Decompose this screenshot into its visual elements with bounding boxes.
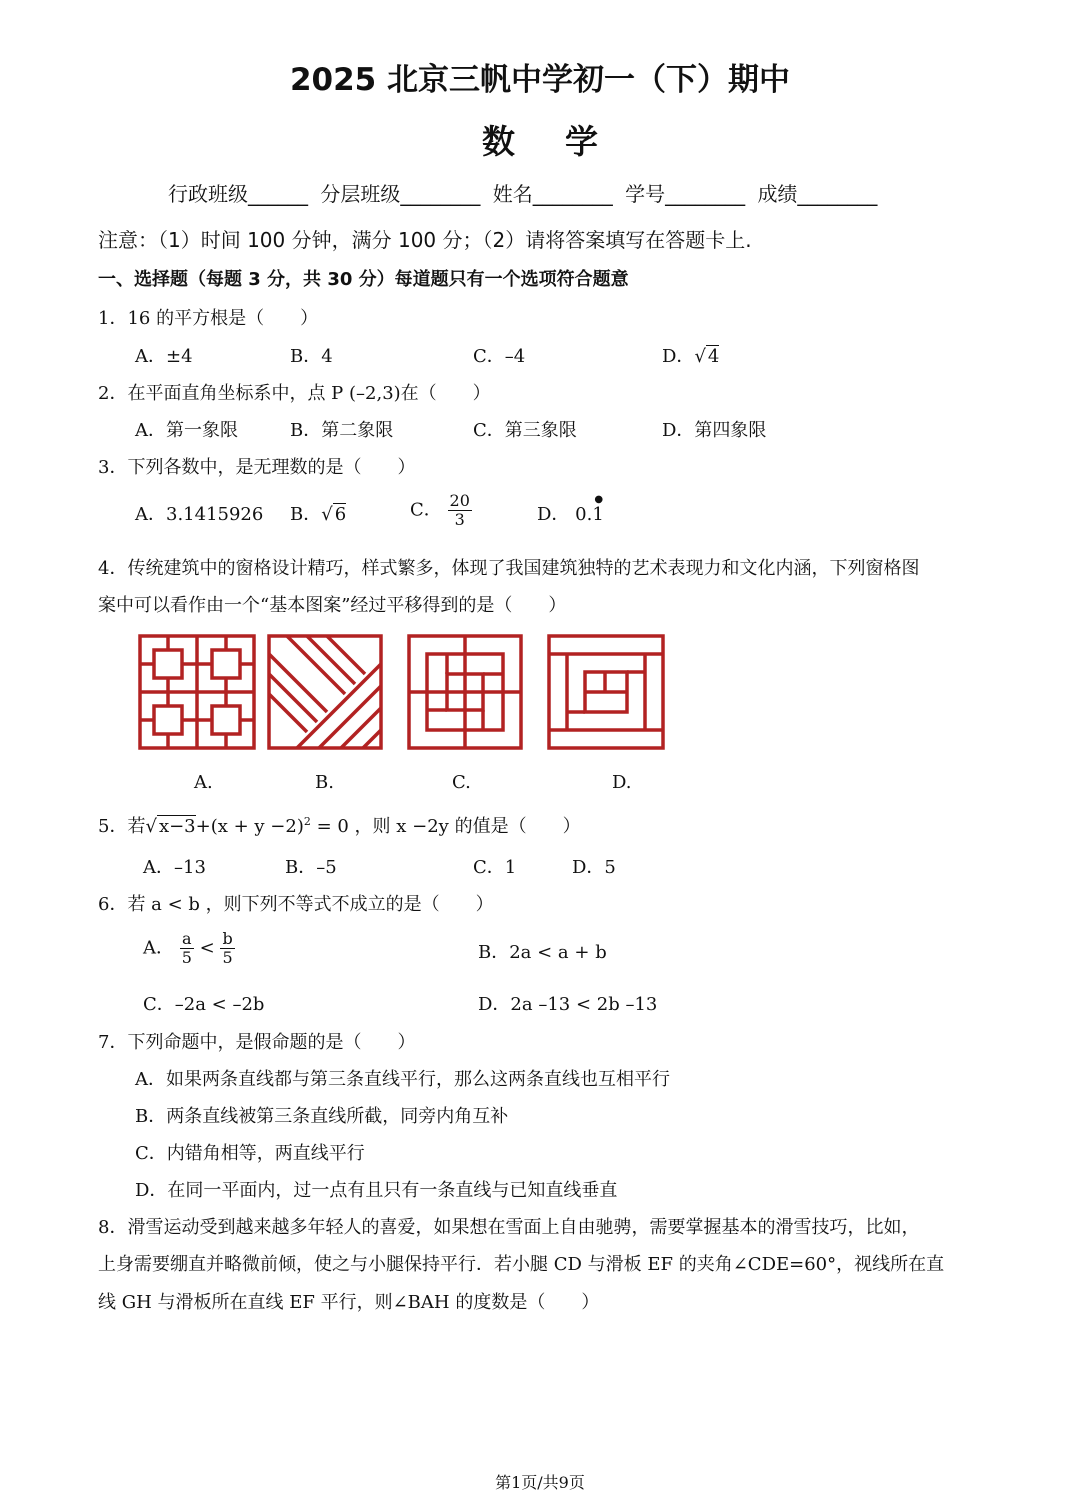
q6-stem: 6．若 a < b ，则下列不等式不成立的是（ ） — [98, 894, 494, 915]
lattice-pattern-c — [407, 634, 523, 750]
q7-stem: 7．下列命题中，是假命题的是（ ） — [98, 1032, 416, 1053]
q6-option-d: D．2a –13 < 2b –13 — [478, 994, 658, 1015]
q4-label-d: D. — [612, 772, 632, 793]
q3-sqrt-value: 6 — [334, 504, 347, 525]
q1-sqrt-value: 4 — [707, 346, 720, 367]
q3-option-c: C． $\frac{20}{3}$ — [410, 491, 470, 529]
q3-fraction: $\frac{20}{3}$ — [449, 491, 470, 529]
q8-stem-line1: 8．滑雪运动受到越来越多年轻人的喜爱，如果想在雪面上自由驰骋，需要掌握基本的滑雪技巧，比如， — [98, 1217, 920, 1238]
student-info-line — [168, 178, 883, 207]
q1-option-b: B．4 — [290, 346, 333, 367]
q5-option-d: D．5 — [572, 857, 616, 878]
q8-stem-line2: 上身需要绷直并略微前倾，使之与小腿保持平行．若小腿 CD 与滑板 EF 的夹角∠CDE=60°，视线所在直 — [98, 1254, 945, 1275]
info-level: 分层班级________ — [320, 182, 481, 206]
q1-option-a: A．±4 — [135, 346, 193, 367]
section-heading: 一、选择题（每题 3 分，共 30 分）每道题只有一个选项符合题意 — [98, 269, 629, 290]
q4-label-a: A. — [194, 772, 213, 793]
q6-option-b: B．2a < a + b — [478, 942, 607, 963]
info-id: 学号________ — [625, 182, 746, 206]
q3-option-d: D． 0. ● 1 — [537, 494, 604, 525]
q1-option-d: D．√ 4 — [662, 346, 720, 367]
q1-option-c: C．–4 — [473, 346, 526, 367]
page-title: 2025 北京三帆中学初一（下）期中 — [289, 62, 791, 98]
q5-option-b: B．–5 — [285, 857, 337, 878]
q7-option-a: A．如果两条直线都与第三条直线平行，那么这两条直线也互相平行 — [135, 1069, 670, 1090]
lattice-pattern-d — [547, 634, 665, 750]
subject-title: 数学 — [482, 122, 648, 161]
q7-option-d: D．在同一平面内，过一点有且只有一条直线与已知直线垂直 — [135, 1180, 618, 1201]
q3-option-a: A．3.1415926 — [135, 504, 264, 525]
q5-option-a: A．–13 — [143, 857, 206, 878]
q4-label-c: C. — [452, 772, 471, 793]
q2-stem: 2．在平面直角坐标系中，点 P (–2,3)在（ ） — [98, 383, 491, 404]
q7-option-c: C．内错角相等，两直线平行 — [135, 1143, 365, 1164]
info-name: 姓名________ — [492, 182, 613, 206]
q8-stem-line3: 线 GH 与滑板所在直线 EF 平行，则∠BAH 的度数是（ ） — [98, 1292, 600, 1313]
q6-option-c: C．–2a < –2b — [143, 994, 265, 1015]
q1-stem: 1．16 的平方根是（ ） — [98, 308, 319, 329]
q6-option-a: A． $\frac{a}{5}$ < $\frac{b}{5}$ — [143, 929, 233, 967]
q2-option-b: B．第二象限 — [290, 420, 394, 441]
info-score: 成绩________ — [757, 182, 878, 206]
q4-stem-line2: 案中可以看作由一个“基本图案”经过平移得到的是（ ） — [98, 595, 567, 616]
q4-stem-line1: 4．传统建筑中的窗格设计精巧，样式繁多，体现了我国建筑独特的艺术表现力和文化内涵，下列窗格图 — [98, 558, 920, 579]
lattice-pattern-b — [267, 634, 383, 750]
q3-stem: 3．下列各数中，是无理数的是（ ） — [98, 457, 416, 478]
q7-option-b: B．两条直线被第三条直线所截，同旁内角互补 — [135, 1106, 509, 1127]
q5-stem: 5．若√ $x-3+(x + y -2)^2 = 0$ ，则 x −2y 的值是（ ） — [98, 815, 581, 837]
q5-radicand: x−3 — [158, 816, 196, 837]
q3-option-b: B．√ 6 — [290, 504, 347, 525]
q5-option-c: C．1 — [473, 857, 517, 878]
q2-option-d: D．第四象限 — [662, 420, 767, 441]
info-class: 行政班级______ — [168, 182, 308, 206]
lattice-pattern-a — [138, 634, 256, 750]
notice: 注意：（1）时间 100 分钟，满分 100 分；（2）请将答案填写在答题卡上. — [98, 228, 752, 252]
q4-label-b: B. — [315, 772, 334, 793]
page-number: 第1页/共9页 — [495, 1473, 585, 1492]
q3-repeating-digit: ● 1 — [592, 494, 604, 525]
q2-option-c: C．第三象限 — [473, 420, 577, 441]
q2-option-a: A．第一象限 — [135, 420, 238, 441]
